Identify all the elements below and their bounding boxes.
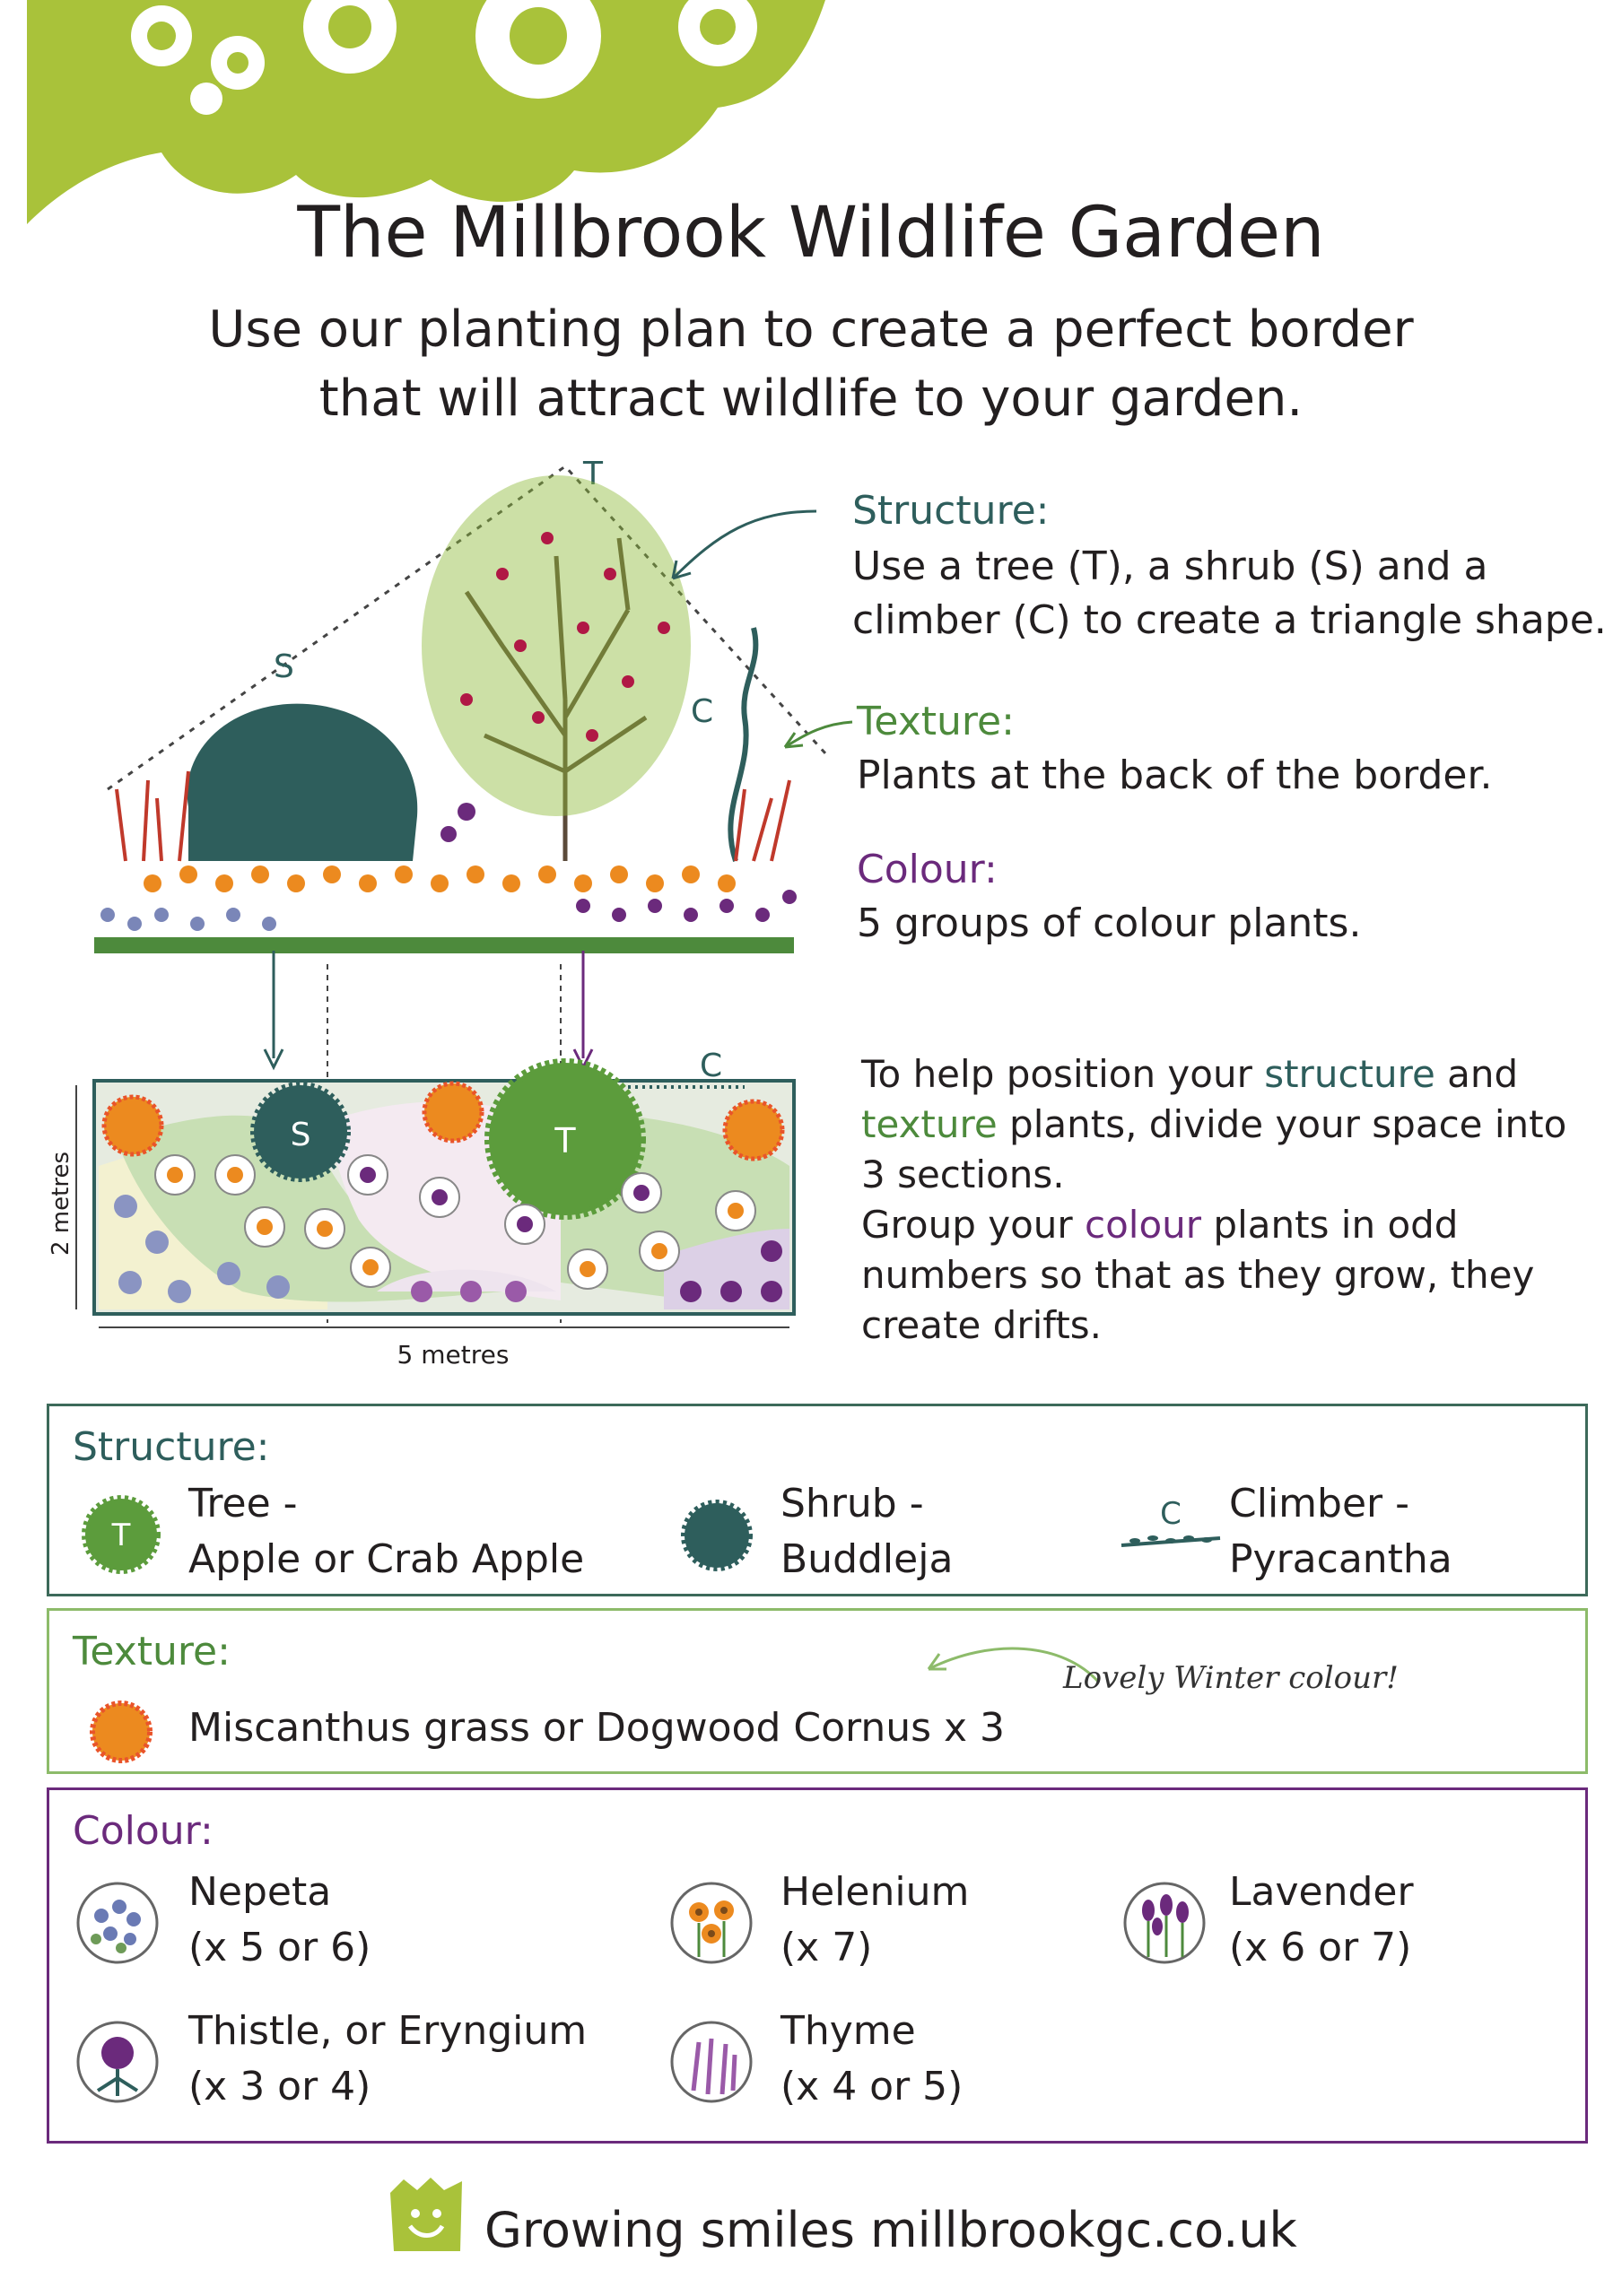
note-colour-heading: Colour:: [857, 847, 998, 892]
nepeta-qty: (x 5 or 6): [188, 1925, 371, 1970]
note-colour-line: 5 groups of colour plants.: [857, 900, 1362, 946]
climber-name: Climber -: [1229, 1481, 1409, 1526]
note-texture-heading: Texture:: [857, 699, 1015, 744]
note-structure-heading: Structure:: [852, 488, 1050, 534]
nepeta-icon: [74, 1880, 161, 1966]
callout-arrows: [664, 498, 861, 758]
legend-shrub: [780, 1476, 953, 1587]
climber-icon: [1117, 1492, 1225, 1563]
nepeta-name: Nepeta: [188, 1869, 332, 1915]
lavender-flowers: [440, 803, 797, 922]
plan-tree-label: T: [554, 1121, 576, 1161]
tree-illustration: [422, 475, 691, 861]
structure-box-heading: Structure:: [73, 1424, 270, 1470]
note-texture-line: Plants at the back of the border.: [857, 752, 1493, 798]
width-label: 5 metres: [397, 1340, 510, 1370]
colour-item-thistle: [188, 2004, 587, 2115]
svg-text:T: T: [111, 1518, 131, 1553]
thistle-name: Thistle, or Eryngium: [188, 2008, 588, 2054]
shrub-icon: [677, 1496, 756, 1575]
footer-tagline: Growing smiles millbrookgc.co.uk: [484, 2202, 1297, 2258]
winter-colour-note: Lovely Winter colour!: [1063, 1660, 1399, 1696]
subtitle-line-2: that will attract wildlife to your garden.: [318, 370, 1304, 428]
texture-box-heading: Texture:: [73, 1629, 231, 1674]
texture-item: Miscanthus grass or Dogwood Cornus x 3: [188, 1705, 1006, 1751]
note-structure-line2: climber (C) to create a triangle shape.: [852, 597, 1607, 643]
nepeta-flowers: [100, 908, 276, 931]
texture-legend-box: [47, 1608, 1588, 1774]
border-plan: [94, 1048, 794, 1314]
structure-legend-box: [47, 1404, 1588, 1596]
texture-grass-icon: [85, 1696, 157, 1768]
decorative-flower-pattern: [0, 0, 843, 224]
plan-climber-label: C: [700, 1048, 723, 1084]
helenium-name: Helenium: [780, 1869, 970, 1915]
helenium-icon: [668, 1880, 754, 1966]
colour-item-nepeta: [188, 1865, 371, 1976]
colour-item-thyme: [780, 2004, 963, 2115]
triangle-label-s: S: [274, 648, 294, 685]
lavender-icon: [1121, 1880, 1208, 1966]
shrub-illustration: [187, 704, 418, 861]
climber-detail: Pyracantha: [1229, 1536, 1452, 1582]
colour-box-heading: Colour:: [73, 1808, 214, 1854]
colour-item-helenium: [780, 1865, 969, 1976]
ground-strip: [94, 937, 794, 953]
tree-detail: Apple or Crab Apple: [188, 1536, 585, 1582]
page-title: The Millbrook Wildlife Garden: [297, 193, 1325, 274]
helenium-qty: (x 7): [780, 1925, 873, 1970]
colour-item-lavender: [1229, 1865, 1414, 1976]
thyme-name: Thyme: [780, 2008, 916, 2054]
lavender-qty: (x 6 or 7): [1229, 1925, 1412, 1970]
thyme-qty: (x 4 or 5): [780, 2064, 964, 2109]
helenium-flowers: [144, 865, 736, 892]
lavender-name: Lavender: [1229, 1869, 1414, 1915]
smiley-pot-logo: [381, 2170, 471, 2260]
thistle-icon: [74, 2019, 161, 2105]
note-structure-line1: Use a tree (T), a shrub (S) and a: [852, 544, 1488, 589]
tree-name: Tree -: [188, 1481, 298, 1526]
thyme-icon: [668, 2019, 754, 2105]
colour-legend-box: [47, 1787, 1588, 2144]
svg-text:C: C: [1160, 1496, 1182, 1532]
plan-thyme-dots: [411, 1281, 527, 1302]
depth-label: 2 metres: [48, 1152, 74, 1256]
triangle-label-c: C: [691, 693, 714, 730]
tree-icon: [78, 1492, 164, 1578]
subtitle-line-1: Use our planting plan to create a perfect border: [208, 300, 1414, 359]
shrub-detail: Buddleja: [780, 1536, 954, 1582]
help-text: To help position your structure and texture plants, divide your space into 3 sections. Group your colour plants in odd numbers so that as they grow, they create drifts.: [861, 1052, 1567, 1347]
legend-tree: [188, 1476, 584, 1587]
legend-climber: [1229, 1476, 1452, 1587]
triangle-label-t: T: [583, 456, 603, 492]
plan-shrub-label: S: [290, 1117, 311, 1153]
shrub-name: Shrub -: [780, 1481, 924, 1526]
thistle-qty: (x 3 or 4): [188, 2064, 371, 2109]
